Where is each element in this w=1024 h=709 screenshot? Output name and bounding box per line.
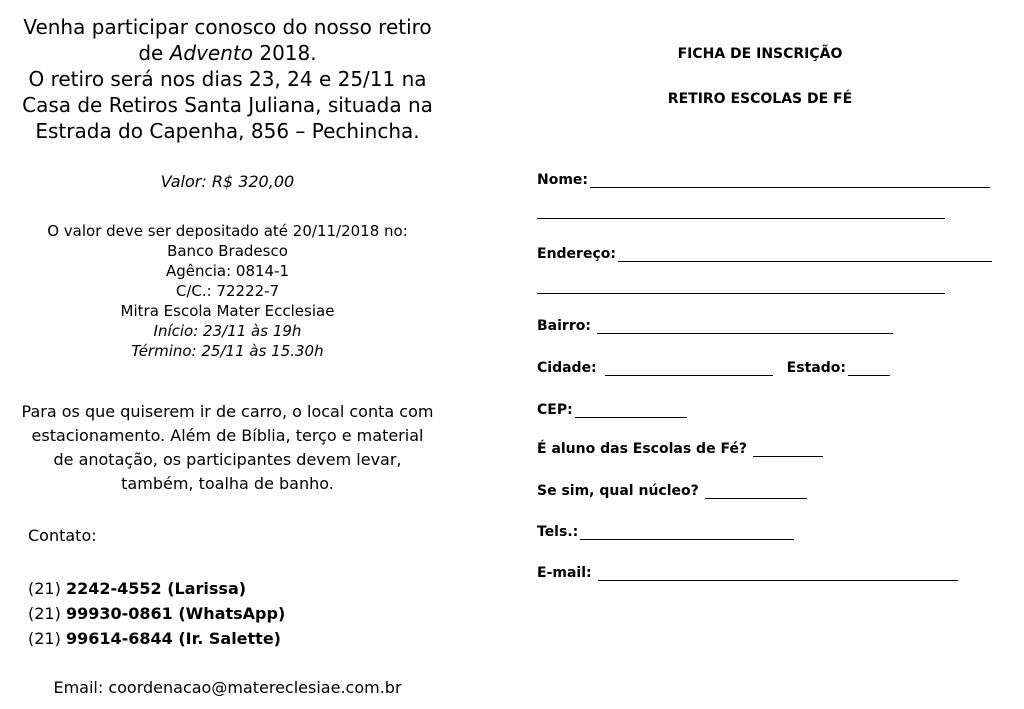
phone-prefix: (21)	[28, 629, 66, 648]
cep-field[interactable]	[575, 403, 687, 418]
phone-item	[28, 626, 285, 651]
nome-label: Nome:	[537, 172, 589, 188]
phone-prefix: (21)	[28, 579, 66, 598]
intro-line-2	[0, 40, 455, 66]
deposit-line: Mitra Escola Mater Ecclesiae	[120, 302, 335, 320]
nucleo-field[interactable]	[705, 484, 807, 499]
intro-line-1: Venha participar conosco do nosso retiro	[23, 15, 432, 39]
nome-field-extra-line[interactable]	[537, 217, 945, 219]
intro-line-3: O retiro será nos dias 23, 24 e 25/11 na	[28, 67, 427, 91]
endereco-label: Endereço:	[537, 246, 616, 262]
deposit-line: Agência: 0814-1	[165, 262, 290, 280]
phone-number: 2242-4552 (Larissa)	[65, 579, 247, 598]
estado-label: Estado:	[786, 360, 846, 376]
form-title: FICHA DE INSCRIÇÃO	[677, 46, 843, 62]
intro-line-2a: de	[138, 41, 170, 65]
endereco-field[interactable]	[618, 247, 992, 262]
bairro-label: Bairro:	[537, 318, 591, 334]
nome-field[interactable]	[590, 173, 990, 188]
email-field[interactable]	[598, 566, 958, 581]
price-text: Valor: R$ 320,00	[160, 172, 295, 191]
nome-row	[537, 172, 990, 188]
intro-line-2b: Advento	[169, 41, 253, 65]
phone-item	[28, 601, 285, 626]
tels-field[interactable]	[580, 525, 794, 540]
email-label: E-mail:	[537, 565, 592, 581]
cep-label: CEP:	[537, 402, 573, 418]
aluno-row	[537, 441, 823, 457]
intro-line-5: Estrada do Capenha, 856 – Pechincha.	[35, 119, 420, 143]
email-row	[537, 565, 958, 581]
start-time: Início: 23/11 às 19h	[153, 322, 302, 340]
phone-prefix: (21)	[28, 604, 66, 623]
end-time: Término: 25/11 às 15.30h	[131, 342, 324, 360]
deposit-line: O valor deve ser depositado até 20/11/2018 no:	[47, 222, 408, 240]
endereco-row	[537, 246, 992, 262]
intro-line-4: Casa de Retiros Santa Juliana, situada na	[22, 93, 433, 117]
contact-email: Email: coordenacao@matereclesiae.com.br	[53, 678, 402, 697]
nucleo-row	[537, 483, 807, 499]
phone-list	[28, 576, 285, 651]
aluno-label: É aluno das Escolas de Fé?	[537, 441, 748, 457]
bairro-field[interactable]	[597, 319, 893, 334]
intro-text	[0, 14, 455, 144]
bairro-row	[537, 318, 893, 334]
deposit-info	[0, 221, 455, 361]
aluno-field[interactable]	[753, 442, 823, 457]
tels-row	[537, 524, 794, 540]
cidade-row	[537, 360, 890, 376]
contact-heading: Contato:	[28, 526, 97, 545]
tels-label: Tels.:	[537, 524, 579, 540]
deposit-line: Banco Bradesco	[167, 242, 288, 260]
phone-number: 99930-0861 (WhatsApp)	[65, 604, 286, 623]
deposit-line: C/C.: 72222-7	[175, 282, 280, 300]
phone-number: 99614-6844 (Ir. Salette)	[65, 629, 281, 648]
intro-line-2c: 2018.	[253, 41, 317, 65]
cidade-field[interactable]	[605, 361, 773, 376]
form-subtitle: RETIRO ESCOLAS DE FÉ	[667, 91, 853, 107]
cep-row	[537, 402, 687, 418]
phone-item	[28, 576, 285, 601]
car-info-paragraph: Para os que quiserem ir de carro, o local conta com estacionamento. Além de Bíblia, terço e material de anotação, os participantes devem levar, também, toalha de banho.	[21, 402, 434, 493]
nucleo-label: Se sim, qual núcleo?	[537, 483, 699, 499]
endereco-field-extra-line[interactable]	[537, 292, 945, 294]
estado-field[interactable]	[848, 361, 890, 376]
cidade-label: Cidade:	[537, 360, 597, 376]
